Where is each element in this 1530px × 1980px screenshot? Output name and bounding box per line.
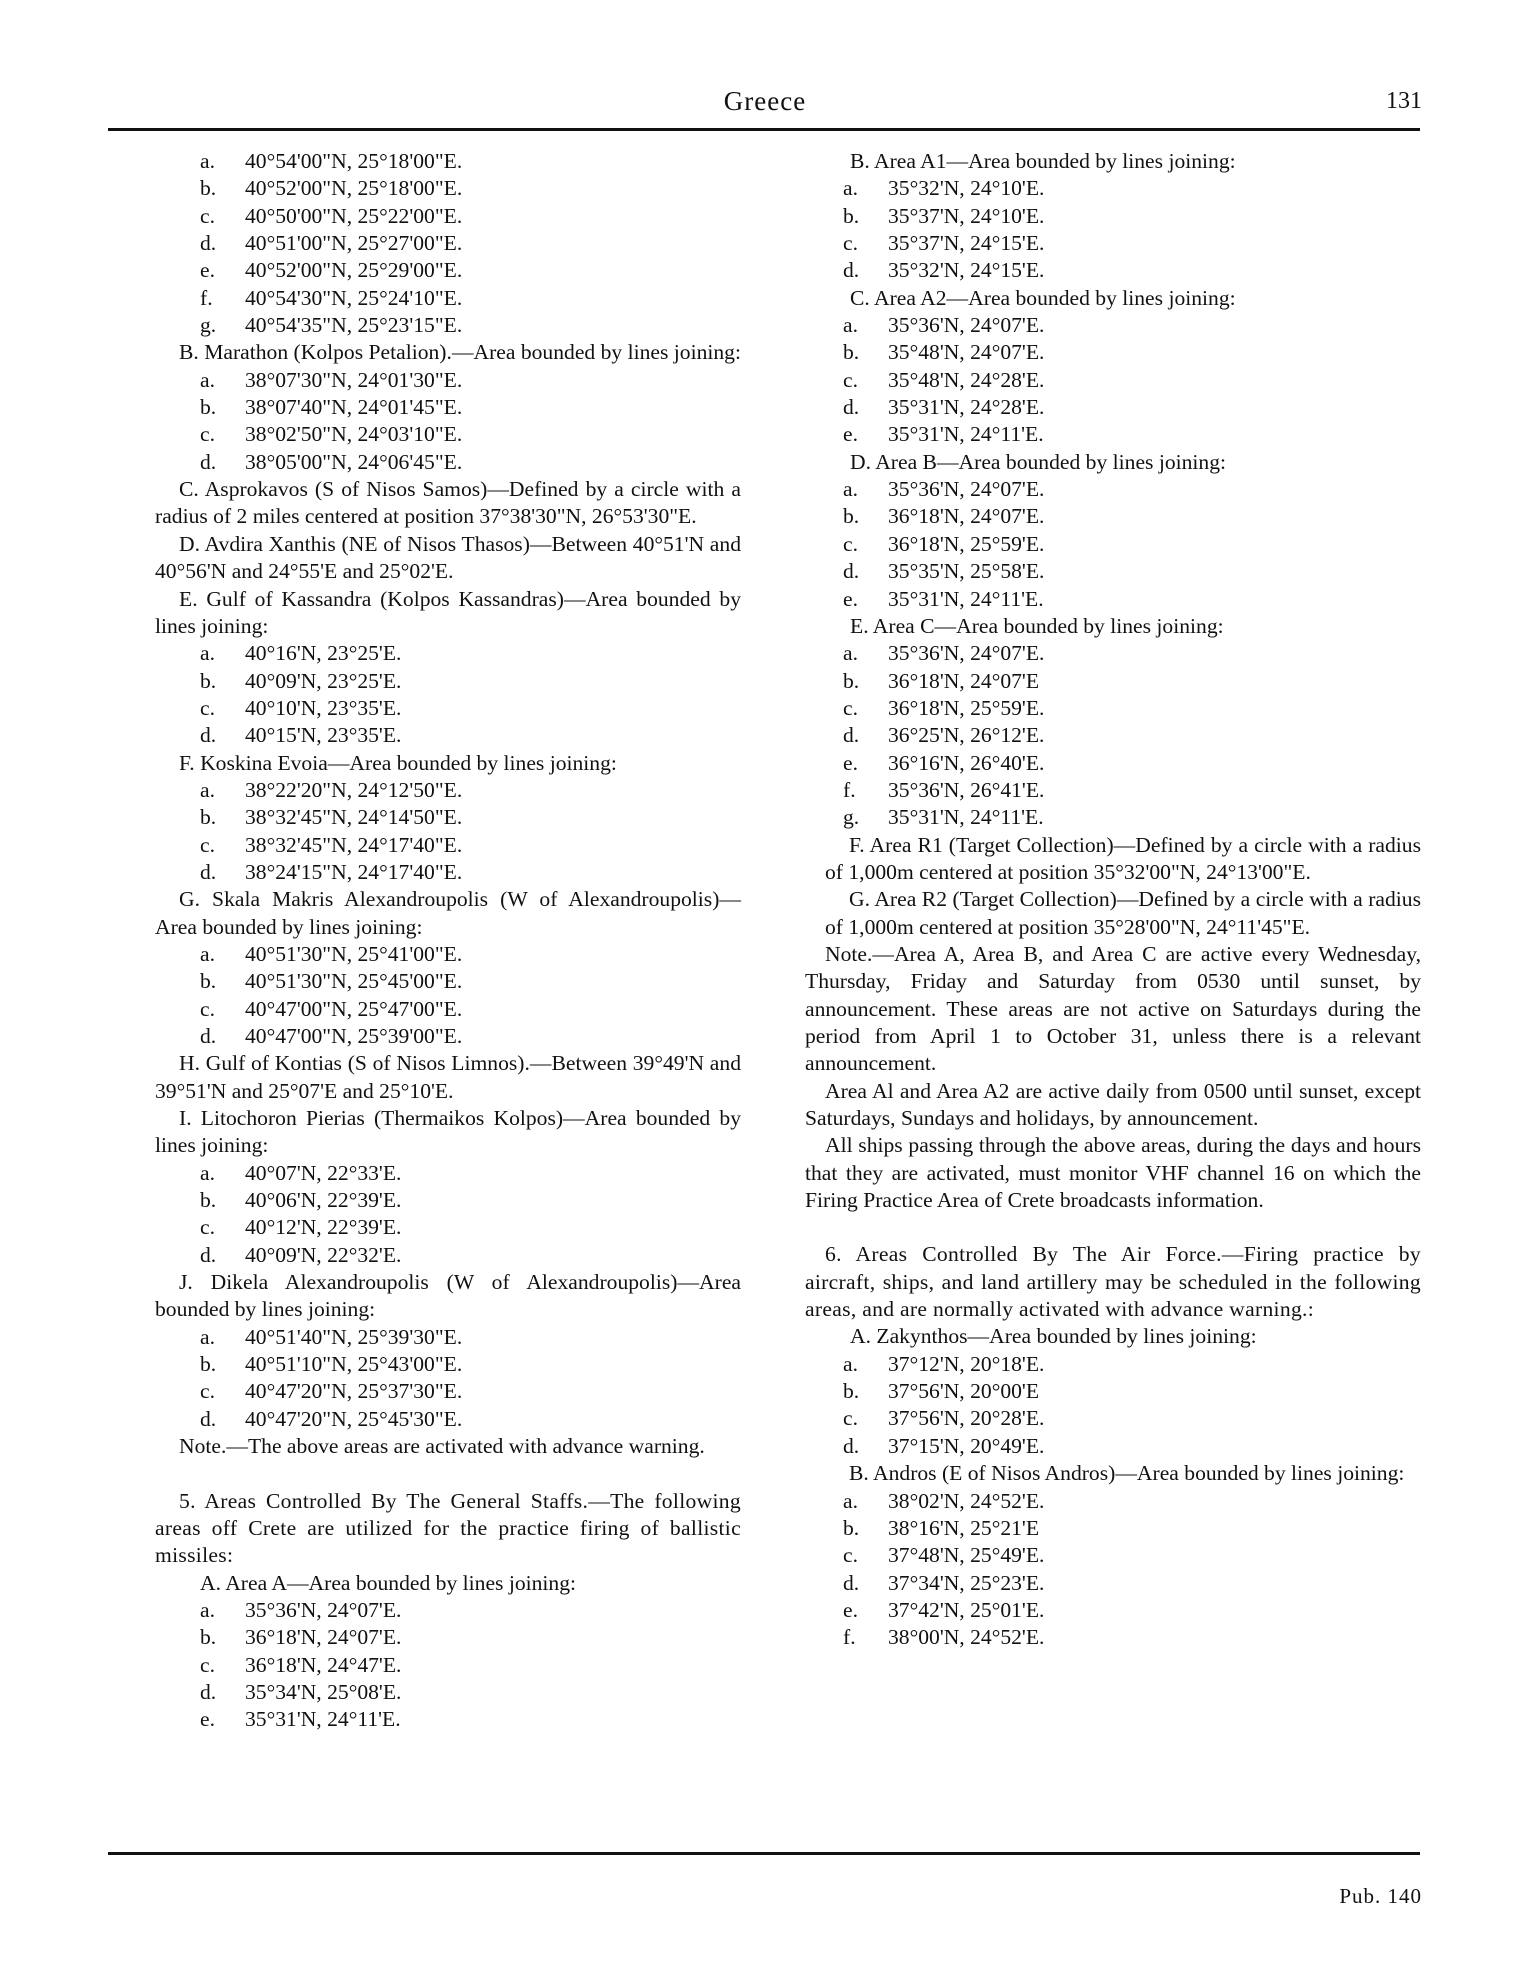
coordinate-row [805,1542,1421,1569]
coordinate-row [805,339,1421,366]
coordinate-value: 35°34'N, 25°08'E. [245,1679,402,1704]
coord-list [155,777,741,886]
coordinate-value: 35°32'N, 24°10'E. [888,176,1045,201]
note-paragraph: Area Al and Area A2 are active daily from 0500 until sunset, except Saturdays, Sundays and holidays, by announcement. [805,1078,1421,1131]
section-heading: 6. Areas Controlled By The Air Force.—Firing practice by aircraft, ships, and land artillery may be scheduled in the following areas, and are normally activated with advance warning.: [805,1242,1421,1322]
section-heading: 5. Areas Controlled By The General Staffs.—The following areas off Crete are utilized for the practice firing of ballistic missiles: [155,1488,741,1568]
coordinate-value: 40°51'30"N, 25°45'00"E. [245,969,463,994]
area-heading: D. Area B—Area bounded by lines joining: [850,449,1227,474]
coordinate-label: d. [843,258,860,283]
coordinate-row [805,257,1421,284]
coordinate-row [155,668,741,695]
coordinate-label: d. [843,1433,860,1458]
coordinate-label: c. [200,1215,215,1240]
coordinate-row [805,804,1421,831]
coordinate-row [155,722,741,749]
coordinate-row [805,1570,1421,1597]
coordinate-value: 35°31'N, 24°11'E. [888,586,1044,611]
coordinate-row [155,230,741,257]
coordinate-row [805,421,1421,448]
coordinate-value: 37°34'N, 25°23'E. [888,1570,1045,1595]
coordinate-value: 35°31'N, 24°11'E. [888,805,1044,830]
coordinate-value: 40°47'00"N, 25°47'00"E. [245,996,463,1021]
coordinate-label: a. [200,641,215,666]
area-paragraph: D. Avdira Xanthis (NE of Nisos Thasos)—Between 40°51'N and 40°56'N and 24°55'E and 25°02'E. [155,531,741,584]
coordinate-value: 36°18'N, 24°07'E [888,668,1040,693]
coordinate-row [805,1597,1421,1624]
coordinate-value: 40°50'00"N, 25°22'00"E. [245,203,463,228]
coordinate-value: 38°07'40"N, 24°01'45"E. [245,395,463,420]
coordinate-label: b. [843,1379,860,1404]
coordinate-row [805,394,1421,421]
coordinate-label: a. [843,641,858,666]
coordinate-label: c. [200,1379,215,1404]
coordinate-row [805,1433,1421,1460]
coordinate-row [155,175,741,202]
coordinate-value: 40°52'00"N, 25°29'00"E. [245,258,463,283]
coordinate-value: 40°54'30"N, 25°24'10"E. [245,285,463,310]
coordinate-value: 40°54'00"N, 25°18'00"E. [245,149,463,173]
coordinate-row [155,1160,741,1187]
coordinate-row [805,695,1421,722]
coordinate-label: c. [843,231,858,256]
coordinate-value: 40°47'20"N, 25°45'30"E. [245,1406,463,1431]
coordinate-value: 35°37'N, 24°10'E. [888,203,1045,228]
coordinate-value: 35°35'N, 25°58'E. [888,559,1045,584]
area-heading: A. Area A—Area bounded by lines joining: [200,1570,577,1595]
coordinate-label: b. [200,1188,217,1213]
right-column [805,148,1421,1652]
coordinate-value: 38°32'45"N, 24°14'50"E. [245,805,463,830]
coordinate-value: 35°48'N, 24°28'E. [888,367,1045,392]
coordinate-value: 40°16'N, 23°25'E. [245,641,402,666]
coordinate-row [155,312,741,339]
coordinate-label: f. [200,285,213,310]
coordinate-value: 38°00'N, 24°52'E. [888,1625,1045,1650]
coordinate-label: b. [843,1515,860,1540]
coordinate-label: b. [200,668,217,693]
coordinate-row [155,1624,741,1651]
coordinate-row [805,640,1421,667]
area-heading: F. Koskina Evoia—Area bounded by lines joining: [179,750,617,775]
coordinate-value: 37°12'N, 20°18'E. [888,1351,1045,1376]
coordinate-value: 40°52'00"N, 25°18'00"E. [245,176,463,201]
coordinate-row [155,1706,741,1733]
coordinate-label: f. [843,777,856,802]
coordinate-row [155,859,741,886]
coordinate-row [805,586,1421,613]
coordinate-row [155,777,741,804]
coordinate-row [155,1378,741,1405]
coordinate-row [805,722,1421,749]
coordinate-value: 36°18'N, 24°07'E. [888,504,1045,529]
coordinate-label: e. [843,750,858,775]
coordinate-label: b. [843,203,860,228]
coordinate-value: 40°06'N, 22°39'E. [245,1188,402,1213]
coordinate-label: b. [200,395,217,420]
coordinate-value: 36°18'N, 25°59'E. [888,531,1045,556]
coordinate-label: c. [200,996,215,1021]
coordinate-row [155,1214,741,1241]
coordinate-value: 38°05'00"N, 24°06'45"E. [245,449,463,474]
coordinate-label: d. [843,1570,860,1595]
coordinate-value: 35°31'N, 24°11'E. [888,422,1044,447]
coordinate-value: 40°51'40"N, 25°39'30"E. [245,1324,463,1349]
coordinate-value: 37°56'N, 20°00'E [888,1379,1040,1404]
publication-label: Pub. 140 [1339,1884,1422,1908]
note-paragraph: All ships passing through the above areas, during the days and hours that they are activated, must monitor VHF channel 16 on which the Firing Practice Area of Crete broadcasts information. [805,1133,1421,1213]
coordinate-label: a. [200,1597,215,1622]
area-heading: E. Area C—Area bounded by lines joining: [850,613,1224,638]
coordinate-label: c. [200,695,215,720]
coord-list [155,148,741,339]
coord-list [155,1324,741,1433]
coord-list [805,476,1421,613]
coordinate-value: 35°32'N, 24°15'E. [888,258,1045,283]
coordinate-row [805,1515,1421,1542]
coordinate-label: d. [843,723,860,748]
area-heading: B. Marathon (Kolpos Petalion).—Area bounded by lines joining: [179,340,741,365]
coordinate-label: c. [200,422,215,447]
coordinate-row [805,1351,1421,1378]
area-heading: G. Skala Makris Alexandroupolis (W of Alexandroupolis)—Area bounded by lines joining: [155,887,741,939]
coordinate-row [155,1023,741,1050]
coordinate-label: a. [843,1351,858,1376]
coordinate-value: 38°32'45"N, 24°17'40"E. [245,832,463,857]
coordinate-label: c. [200,1652,215,1677]
coordinate-row [155,1351,741,1378]
coordinate-value: 38°22'20"N, 24°12'50"E. [245,777,463,802]
coordinate-label: a. [200,1324,215,1349]
coordinate-row [805,1405,1421,1432]
area-heading: A. Zakynthos—Area bounded by lines joining: [850,1324,1257,1349]
coordinate-value: 36°18'N, 24°47'E. [245,1652,402,1677]
coordinate-label: a. [200,1160,215,1185]
coord-list [155,367,741,476]
coordinate-value: 40°10'N, 23°35'E. [245,695,402,720]
coordinate-value: 40°15'N, 23°35'E. [245,723,402,748]
page-number: 131 [1386,88,1422,114]
coordinate-row [155,367,741,394]
coordinate-row [805,1488,1421,1515]
coordinate-row [805,476,1421,503]
coordinate-value: 40°09'N, 23°25'E. [245,668,402,693]
coordinate-label: d. [843,395,860,420]
coordinate-row [805,1624,1421,1651]
coordinate-value: 35°36'N, 24°07'E. [888,641,1045,666]
coordinate-row [805,503,1421,530]
coordinate-label: c. [843,531,858,556]
coordinate-label: c. [843,1543,858,1568]
area-paragraph: H. Gulf of Kontias (S of Nisos Limnos).—Between 39°49'N and 39°51'N and 25°07'E and 25°10'E. [155,1051,741,1103]
coordinate-row [805,1378,1421,1405]
coordinate-value: 40°07'N, 22°33'E. [245,1160,402,1185]
coordinate-value: 40°47'20"N, 25°37'30"E. [245,1379,463,1404]
coordinate-label: a. [200,367,215,392]
coordinate-value: 35°36'N, 24°07'E. [245,1597,402,1622]
coord-list [805,1351,1421,1460]
coordinate-row [155,394,741,421]
coordinate-label: g. [200,313,217,338]
coordinate-label: d. [200,1679,217,1704]
coordinate-row [155,203,741,230]
coordinate-value: 36°16'N, 26°40'E. [888,750,1045,775]
coordinate-row [155,996,741,1023]
coordinate-value: 37°56'N, 20°28'E. [888,1406,1045,1431]
coordinate-row [155,285,741,312]
page-title: Greece [723,86,807,116]
coordinate-value: 35°37'N, 24°15'E. [888,231,1045,256]
coordinate-row [155,804,741,831]
coord-list [155,1160,741,1269]
coordinate-value: 37°15'N, 20°49'E. [888,1433,1045,1458]
coord-list [155,640,741,749]
coordinate-row [155,1652,741,1679]
area-heading: J. Dikela Alexandroupolis (W of Alexandroupolis)—Area bounded by lines joining: [155,1270,741,1322]
coordinate-label: d. [200,859,217,884]
coord-list [805,312,1421,449]
coord-list [805,640,1421,831]
coordinate-label: a. [843,313,858,338]
coord-list [805,175,1421,284]
coordinate-row [155,1242,741,1269]
coordinate-value: 35°31'N, 24°11'E. [245,1707,401,1732]
spacer [155,1461,741,1488]
area-heading: B. Andros (E of Nisos Andros)—Area bounded by lines joining: [849,1461,1405,1486]
coordinate-label: c. [843,695,858,720]
coordinate-label: e. [843,422,858,447]
footer-rule [108,1852,1420,1855]
coordinate-row [155,1406,741,1433]
area-paragraph: G. Area R2 (Target Collection)—Defined by a circle with a radius of 1,000m centered at position 35°28'00"N, 24°11'45"E. [825,887,1421,939]
coordinate-label: c. [843,1406,858,1431]
coordinate-label: e. [843,586,858,611]
coordinate-row [155,832,741,859]
coordinate-value: 40°09'N, 22°32'E. [245,1242,402,1267]
coordinate-row [155,695,741,722]
coordinate-label: e. [843,1597,858,1622]
coord-list [155,1597,741,1734]
coordinate-row [155,421,741,448]
coordinate-value: 35°48'N, 24°07'E. [888,340,1045,365]
coordinate-row [805,203,1421,230]
coordinate-label: b. [200,969,217,994]
coordinate-value: 37°48'N, 25°49'E. [888,1543,1045,1568]
coordinate-label: b. [200,176,217,201]
coordinate-value: 36°25'N, 26°12'E. [888,723,1045,748]
coordinate-row [805,312,1421,339]
coordinate-value: 40°54'35"N, 25°23'15"E. [245,313,463,338]
coordinate-label: a. [843,1488,858,1513]
coordinate-row [155,148,741,175]
coord-list [155,941,741,1050]
coordinate-label: d. [200,1242,217,1267]
area-heading: C. Area A2—Area bounded by lines joining: [850,285,1236,310]
coordinate-value: 40°51'10"N, 25°43'00"E. [245,1352,463,1377]
coordinate-label: b. [200,1625,217,1650]
coordinate-label: e. [200,1707,215,1732]
coordinate-value: 38°24'15"N, 24°17'40"E. [245,859,463,884]
coordinate-row [155,941,741,968]
coordinate-label: a. [200,149,215,173]
header-rule [108,128,1420,131]
coordinate-value: 38°07'30"N, 24°01'30"E. [245,367,463,392]
area-heading: B. Area A1—Area bounded by lines joining: [850,149,1236,173]
coordinate-value: 37°42'N, 25°01'E. [888,1597,1045,1622]
coordinate-row [155,968,741,995]
coordinate-label: a. [200,777,215,802]
coordinate-value: 36°18'N, 25°59'E. [888,695,1045,720]
coordinate-label: d. [200,1024,217,1048]
coordinate-label: a. [200,941,215,966]
coordinate-value: 35°36'N, 24°07'E. [888,313,1045,338]
coordinate-row [155,1324,741,1351]
coordinate-label: b. [843,340,860,365]
coordinate-label: e. [200,258,215,283]
coordinate-value: 35°36'N, 24°07'E. [888,477,1045,502]
spacer [805,1214,1421,1241]
coordinate-value: 40°12'N, 22°39'E. [245,1215,402,1240]
coordinate-label: d. [200,723,217,748]
coordinate-row [805,777,1421,804]
coordinate-row [805,230,1421,257]
coordinate-row [155,449,741,476]
coordinate-value: 40°51'30"N, 25°41'00"E. [245,941,463,966]
coordinate-row [155,257,741,284]
coordinate-value: 36°18'N, 24°07'E. [245,1625,402,1650]
coordinate-label: d. [200,231,217,256]
coordinate-label: f. [843,1625,856,1650]
coordinate-row [155,1679,741,1706]
area-heading: E. Gulf of Kassandra (Kolpos Kassandras)—Area bounded by lines joining: [155,586,741,638]
coordinate-value: 38°02'50"N, 24°03'10"E. [245,422,463,447]
coordinate-label: d. [200,449,217,474]
coordinate-row [155,640,741,667]
coordinate-value: 40°51'00"N, 25°27'00"E. [245,231,463,256]
coordinate-value: 40°47'00"N, 25°39'00"E. [245,1024,463,1048]
coordinate-row [805,558,1421,585]
area-heading: I. Litochoron Pierias (Thermaikos Kolpos)—Area bounded by lines joining: [155,1106,741,1158]
area-paragraph: C. Asprokavos (S of Nisos Samos)—Defined by a circle with a radius of 2 miles centered at position 37°38'30"N, 26°53'30"E. [155,477,741,529]
coordinate-row [805,750,1421,777]
coordinate-label: b. [843,668,860,693]
coordinate-label: d. [200,1406,217,1431]
coordinate-label: a. [843,477,858,502]
coordinate-row [155,1187,741,1214]
coord-list [805,1488,1421,1652]
coordinate-row [805,367,1421,394]
coordinate-label: a. [843,176,858,201]
area-paragraph: F. Area R1 (Target Collection)—Defined by a circle with a radius of 1,000m centered at position 35°32'00"N, 24°13'00"E. [825,832,1421,884]
coordinate-label: c. [200,832,215,857]
coordinate-label: b. [200,1352,217,1377]
coordinate-value: 35°36'N, 26°41'E. [888,777,1045,802]
coordinate-value: 38°02'N, 24°52'E. [888,1488,1045,1513]
coordinate-row [805,668,1421,695]
coordinate-label: b. [843,504,860,529]
left-column [155,148,741,1734]
coordinate-label: c. [200,203,215,228]
note-paragraph: Note.—The above areas are activated with advance warning. [179,1434,705,1459]
coordinate-label: d. [843,559,860,584]
coordinate-value: 35°31'N, 24°28'E. [888,395,1045,420]
coordinate-label: b. [200,805,217,830]
note-paragraph: Note.—Area A, Area B, and Area C are active every Wednesday, Thursday, Friday and Saturday from 0530 until sunset, by announcement. These areas are not active on Saturdays during the period from April 1 to October 31, unless there is a relevant announcement. [805,941,1421,1076]
coordinate-value: 38°16'N, 25°21'E [888,1515,1040,1540]
coordinate-row [805,175,1421,202]
coordinate-row [805,531,1421,558]
coordinate-row [155,1597,741,1624]
coordinate-label: g. [843,805,860,830]
coordinate-label: c. [843,367,858,392]
